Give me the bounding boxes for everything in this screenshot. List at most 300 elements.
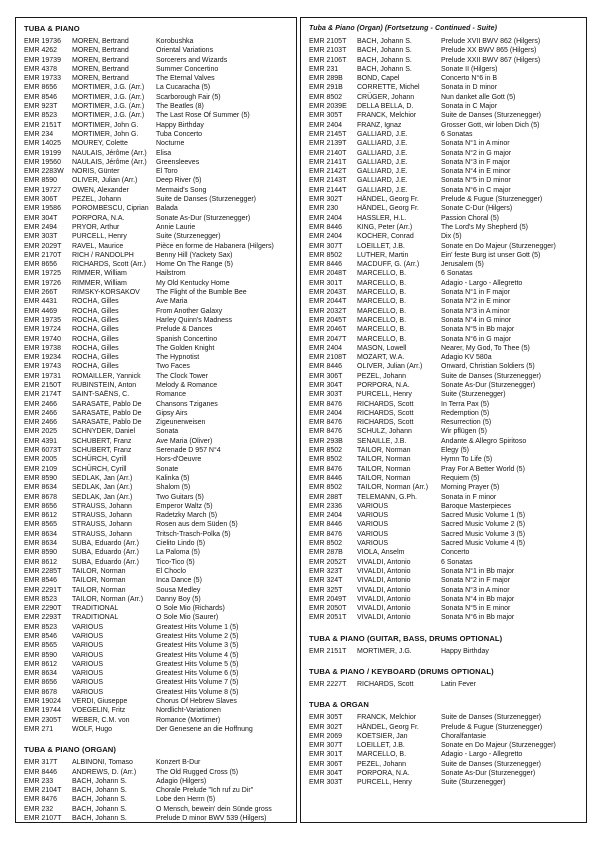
composer-name: SCHUBERT, Franz — [72, 437, 132, 445]
piece-title: Sonata N°1 in F major — [441, 289, 510, 297]
composer-name: LUTHER, Martin — [357, 251, 409, 259]
catalog-number: EMR 287B — [309, 549, 343, 557]
piece-title: Sonate — [156, 465, 179, 473]
catalog-number: EMR 266T — [24, 289, 58, 297]
catalog-row — [309, 139, 582, 148]
composer-name: VIVALDI, Antonio — [357, 586, 411, 594]
catalog-number: EMR 2466 — [24, 400, 58, 408]
composer-name: ROCHA, Gilles — [72, 326, 119, 334]
catalog-row — [24, 353, 292, 362]
catalog-row — [309, 539, 582, 548]
composer-name: STRAUSS, Johann — [72, 502, 132, 510]
catalog-row — [309, 548, 582, 557]
piece-title: Sonata N°4 in Bb major — [441, 595, 515, 603]
catalog-number: EMR 2043T — [309, 289, 347, 297]
catalog-row — [24, 372, 292, 381]
piece-title: Sacred Music Volume 2 (5) — [441, 521, 526, 529]
catalog-number: EMR 8565 — [24, 642, 58, 650]
catalog-number: EMR 19560 — [24, 158, 61, 166]
composer-name: BACH, Johann S. — [357, 47, 412, 55]
catalog-row — [309, 149, 582, 158]
catalog-row — [309, 446, 582, 455]
catalog-row — [309, 511, 582, 520]
composer-name: RIMMER, William — [72, 270, 127, 278]
catalog-row — [309, 530, 582, 539]
composer-name: VIVALDI, Antonio — [357, 614, 411, 622]
catalog-row — [309, 455, 582, 464]
composer-name: PORPORA, N.A. — [72, 214, 125, 222]
catalog-row — [24, 37, 292, 46]
composer-name: SEDLAK, Jan (Arr.) — [72, 474, 133, 482]
composer-name: MOUREY, Colette — [72, 140, 128, 148]
catalog-row — [24, 669, 292, 678]
catalog-number: EMR 2291T — [24, 586, 62, 594]
composer-name: MACDUFF, G. (Arr.) — [357, 261, 420, 269]
catalog-row — [24, 279, 292, 288]
composer-name: WOLF, Hugo — [72, 725, 113, 733]
catalog-row — [309, 778, 582, 787]
piece-title: Prelude & Dances — [156, 326, 213, 334]
piece-title: Greensleeves — [156, 158, 200, 166]
catalog-row — [309, 437, 582, 446]
piece-title: Gipsy Airs — [156, 409, 188, 417]
piece-title: Sousa Medley — [156, 586, 201, 594]
catalog-row — [24, 716, 292, 725]
piece-title: Sonata N°5 in D minor — [441, 177, 511, 185]
composer-name: NAULAIS, Jérôme (Arr.) — [72, 158, 147, 166]
catalog-number: EMR 2052T — [309, 558, 347, 566]
piece-title: Sonate en Do Majeur (Sturzenegger) — [441, 242, 556, 250]
piece-title: El Choclo — [156, 567, 186, 575]
catalog-row — [24, 325, 292, 334]
catalog-row — [24, 786, 292, 795]
piece-title: Happy Birthday — [156, 121, 204, 129]
catalog-number: EMR 233 — [24, 777, 54, 785]
catalog-row — [24, 242, 292, 251]
composer-name: RUBINSTEIN, Anton — [72, 381, 137, 389]
composer-name: MORTIMER, John G. — [72, 130, 139, 138]
composer-name: TAILOR, Norman — [72, 577, 126, 585]
composer-name: VARIOUS — [72, 642, 103, 650]
catalog-number: EMR 2404 — [309, 409, 343, 417]
catalog-number: EMR 8656 — [24, 679, 58, 687]
piece-title: Greatest Hits Volume 4 (5) — [156, 651, 239, 659]
catalog-row — [24, 214, 292, 223]
piece-title: Concerto — [441, 549, 470, 557]
catalog-row — [309, 418, 582, 427]
catalog-number: EMR 8634 — [24, 530, 58, 538]
composer-name: CORRETTE, Michel — [357, 84, 420, 92]
piece-title: Sorcerers and Wizards — [156, 56, 228, 64]
piece-title: Greatest Hits Volume 6 (5) — [156, 670, 239, 678]
composer-name: SCHÜRCH, Cyrill — [72, 456, 127, 464]
piece-title: Sonate C-Dur (Hilgers) — [441, 205, 513, 213]
catalog-number: EMR 8590 — [24, 177, 58, 185]
composer-name: BACH, Johann S. — [357, 65, 412, 73]
catalog-number: EMR 2048T — [309, 270, 347, 278]
composer-name: MARCELLO, B. — [357, 289, 407, 297]
composer-name: HASSLER, H.L. — [357, 214, 407, 222]
composer-name: BACH, Johann S. — [72, 777, 127, 785]
piece-title: My Old Kentucky Home — [156, 279, 230, 287]
catalog-number: EMR 19725 — [24, 270, 61, 278]
piece-title: Sonata N°5 in Bb major — [441, 326, 515, 334]
piece-title: Inca Dance (5) — [156, 577, 202, 585]
catalog-number: EMR 2145T — [309, 130, 347, 138]
piece-title: Adagio KV 580a — [441, 354, 492, 362]
catalog-number: EMR 2045T — [309, 316, 347, 324]
composer-name: GALLIARD, J.E. — [357, 158, 408, 166]
composer-name: TAILOR, Norman (Arr.) — [357, 484, 429, 492]
catalog-row — [24, 446, 292, 455]
catalog-row — [24, 418, 292, 427]
composer-name: SARASATE, Pablo De — [72, 400, 142, 408]
composer-name: ROCHA, Gilles — [72, 316, 119, 324]
catalog-row — [309, 493, 582, 502]
piece-title: Sonata in C Major — [441, 103, 498, 111]
catalog-number: EMR 4378 — [24, 65, 58, 73]
catalog-row — [309, 502, 582, 511]
piece-title: Happy Birthday — [441, 647, 489, 655]
catalog-row — [309, 223, 582, 232]
catalog-row — [24, 335, 292, 344]
composer-name: SAINT-SAËNS, C. — [72, 391, 130, 399]
catalog-number: EMR 8590 — [24, 474, 58, 482]
catalog-number: EMR 8446 — [309, 261, 343, 269]
catalog-number: EMR 303T — [24, 233, 58, 241]
catalog-number: EMR 8656 — [24, 502, 58, 510]
composer-name: VARIOUS — [72, 633, 103, 640]
piece-title: Sacred Music Volume 4 (5) — [441, 540, 526, 548]
piece-title: Tico-Tico (5) — [156, 558, 195, 566]
composer-name: TAILOR, Norman — [72, 567, 126, 575]
piece-title: Two Guitars (5) — [156, 493, 204, 501]
catalog-row — [309, 214, 582, 223]
catalog-row — [309, 381, 582, 390]
catalog-number: EMR 2032T — [309, 307, 347, 315]
catalog-number: EMR 8502 — [309, 484, 343, 492]
composer-name: VIVALDI, Antonio — [357, 558, 411, 566]
catalog-row — [24, 814, 292, 823]
catalog-row — [24, 111, 292, 120]
composer-name: SARASATE, Pablo De — [72, 409, 142, 417]
catalog-row — [309, 427, 582, 436]
composer-name: MORTIMER, John G. — [72, 121, 139, 129]
piece-title: Andante & Allegro Spiritoso — [441, 437, 527, 445]
catalog-number: EMR 306T — [309, 760, 343, 768]
composer-name: RICHARDS, Scott — [357, 419, 414, 427]
piece-title: Sonata N°6 in G major — [441, 335, 512, 343]
composer-name: TAILOR, Norman — [357, 465, 411, 473]
piece-title: Redemption (5) — [441, 409, 490, 417]
catalog-row — [309, 713, 582, 722]
catalog-number: EMR 2404 — [309, 344, 343, 352]
catalog-number: EMR 293B — [309, 437, 343, 445]
composer-name: SENAILLE, J.B. — [357, 437, 407, 445]
composer-name: VARIOUS — [72, 670, 103, 678]
catalog-row — [309, 232, 582, 241]
catalog-row — [309, 56, 582, 65]
piece-title: Prelude XX BWV 865 (Hilgers) — [441, 47, 537, 55]
piece-title: Sonata N°5 in E minor — [441, 605, 511, 613]
composer-name: FRANCK, Melchior — [357, 112, 417, 120]
catalog-number: EMR 923T — [24, 103, 58, 111]
composer-name: BACH, Johann S. — [357, 38, 412, 45]
catalog-number: EMR 232 — [24, 805, 54, 813]
composer-name: MASON, Lowell — [357, 344, 407, 352]
piece-title: Rosen aus dem Süden (5) — [156, 521, 238, 529]
composer-name: TAILOR, Norman — [72, 586, 126, 594]
catalog-row — [24, 520, 292, 529]
composer-name: GALLIARD, J.E. — [357, 140, 408, 148]
piece-title: Shalom (5) — [156, 484, 191, 492]
composer-name: MARCELLO, B. — [357, 307, 407, 315]
composer-name: MORTIMER, J.G. — [357, 647, 412, 655]
composer-name: RIMMER, William — [72, 279, 127, 287]
catalog-number: EMR 2144T — [309, 186, 347, 194]
piece-title: Greatest Hits Volume 8 (5) — [156, 688, 239, 696]
composer-name: CRÜGER, Johann — [357, 93, 415, 101]
catalog-row — [309, 186, 582, 195]
catalog-number: EMR 2290T — [24, 605, 62, 613]
catalog-row — [24, 167, 292, 176]
catalog-row — [24, 595, 292, 604]
catalog-number: EMR 231 — [309, 65, 339, 73]
piece-title: Elegy (5) — [441, 447, 470, 455]
piece-title: Suite de Danses (Sturzenegger) — [441, 760, 541, 768]
piece-title: The Last Rose Of Summer (5) — [156, 112, 250, 120]
catalog-number: EMR 2404 — [309, 233, 343, 241]
composer-name: ROCHA, Gilles — [72, 298, 119, 306]
composer-name: VARIOUS — [72, 688, 103, 696]
composer-name: BACH, Johann S. — [72, 815, 127, 823]
composer-name: VIVALDI, Antonio — [357, 567, 411, 575]
piece-title: The Beatles (8) — [156, 103, 204, 111]
catalog-row — [24, 455, 292, 464]
catalog-number: EMR 19736 — [24, 38, 61, 45]
catalog-row — [24, 777, 292, 786]
catalog-number: EMR 2108T — [309, 354, 347, 362]
piece-title: Greatest Hits Volume 1 (5) — [156, 623, 239, 631]
catalog-number: EMR 2404 — [309, 512, 343, 520]
catalog-row — [24, 660, 292, 669]
catalog-row — [309, 297, 582, 306]
piece-title: O Sole Mio (Richards) — [156, 605, 225, 613]
piece-title: Greatest Hits Volume 2 (5) — [156, 633, 239, 640]
piece-title: Serenade D 957 N°4 — [156, 447, 221, 455]
piece-title: Sonate As-Dur (Sturzenegger) — [441, 381, 536, 389]
catalog-number: EMR 306T — [309, 372, 343, 380]
piece-title: Wir pflügen (5) — [441, 428, 487, 436]
composer-name: ROCHA, Gilles — [72, 363, 119, 371]
composer-name: SUBA, Eduardo (Arr.) — [72, 549, 139, 557]
composer-name: TELEMANN, G.Ph. — [357, 493, 417, 501]
piece-title: Annie Laurie — [156, 223, 196, 231]
composer-name: MOREN, Bertrand — [72, 56, 129, 64]
catalog-row — [24, 409, 292, 418]
catalog-number: EMR 305T — [309, 112, 343, 120]
catalog-row — [24, 121, 292, 130]
catalog-row — [24, 204, 292, 213]
catalog-number: EMR 19740 — [24, 335, 61, 343]
catalog-row — [309, 176, 582, 185]
piece-title: From Another Galaxy — [156, 307, 223, 315]
composer-name: MARCELLO, B. — [357, 298, 407, 306]
piece-title: El Toro — [156, 168, 178, 176]
catalog-row — [24, 651, 292, 660]
composer-name: LOEILLET, J.B. — [357, 742, 405, 750]
composer-name: VOEGELIN, Fritz — [72, 707, 126, 715]
catalog-row — [309, 269, 582, 278]
catalog-number: EMR 2150T — [24, 381, 62, 389]
catalog-number: EMR 8590 — [24, 651, 58, 659]
catalog-number: EMR 2336 — [309, 502, 343, 510]
composer-name: ROCHA, Gilles — [72, 344, 119, 352]
catalog-number: EMR 2139T — [309, 140, 347, 148]
piece-title: Ein' feste Burg ist unser Gott (5) — [441, 251, 541, 259]
catalog-row — [24, 465, 292, 474]
catalog-row — [24, 474, 292, 483]
catalog-row — [24, 795, 292, 804]
catalog-number: EMR 4391 — [24, 437, 58, 445]
piece-title: Romance (Mortimer) — [156, 716, 221, 724]
composer-name: VIVALDI, Antonio — [357, 595, 411, 603]
piece-title: Passion Choral (5) — [441, 214, 499, 222]
composer-name: SEDLAK, Jan (Arr.) — [72, 484, 133, 492]
piece-title: Nun danket alle Gott (5) — [441, 93, 516, 101]
composer-name: NAULAIS, Jérôme (Arr.) — [72, 149, 147, 157]
catalog-row — [24, 641, 292, 650]
catalog-number: EMR 8502 — [309, 93, 343, 101]
piece-title: Sonata N°4 in E minor — [441, 168, 511, 176]
composer-name: VIVALDI, Antonio — [357, 605, 411, 613]
piece-title: La Cucaracha (5) — [156, 84, 211, 92]
catalog-number: EMR 2293T — [24, 614, 62, 622]
catalog-number: EMR 2151T — [24, 121, 62, 129]
composer-name: PEZEL, Johann — [357, 372, 407, 380]
composer-name: MORTIMER, J.G. (Arr.) — [72, 84, 145, 92]
catalog-number: EMR 4469 — [24, 307, 58, 315]
catalog-number: EMR 288T — [309, 493, 343, 501]
catalog-number: EMR 8446 — [24, 768, 58, 776]
catalog-number: EMR 2283W — [24, 168, 64, 176]
piece-title: Nearer, My God, To Thee (5) — [441, 344, 530, 352]
catalog-number: EMR 323T — [309, 567, 343, 575]
piece-title: Pray For A Better World (5) — [441, 465, 525, 473]
piece-title: Sacred Music Volume 3 (5) — [441, 530, 526, 538]
catalog-row — [24, 623, 292, 632]
section-title: TUBA & ORGAN — [309, 700, 369, 710]
piece-title: Sonata in F minor — [441, 493, 497, 501]
catalog-row — [309, 93, 582, 102]
catalog-row — [309, 83, 582, 92]
catalog-number: EMR 8612 — [24, 512, 58, 520]
catalog-row — [24, 688, 292, 697]
piece-title: Elisa — [156, 149, 172, 157]
composer-name: ROMAILLER, Yannick — [72, 372, 141, 380]
catalog-row — [24, 74, 292, 83]
catalog-number: EMR 19727 — [24, 186, 61, 194]
composer-name: VARIOUS — [357, 512, 388, 520]
catalog-number: EMR 303T — [309, 391, 343, 399]
catalog-row — [309, 167, 582, 176]
catalog-number: EMR 19586 — [24, 205, 61, 213]
catalog-number: EMR 19726 — [24, 279, 61, 287]
piece-title: Concerto N°6 in B — [441, 75, 498, 83]
catalog-row — [24, 678, 292, 687]
catalog-row — [309, 760, 582, 769]
catalog-row — [24, 56, 292, 65]
piece-title: Latin Fever — [441, 681, 477, 688]
catalog-number: EMR 271 — [24, 725, 54, 733]
piece-title: Sonata — [156, 428, 179, 436]
composer-name: OLIVER, Julian (Arr.) — [72, 177, 138, 185]
catalog-number: EMR 19024 — [24, 698, 61, 706]
catalog-row — [24, 260, 292, 269]
catalog-number: EMR 2105T — [309, 38, 347, 45]
catalog-number: EMR 317T — [24, 759, 58, 767]
composer-name: MOZART, W.A. — [357, 354, 405, 362]
composer-name: NORIS, Günter — [72, 168, 120, 176]
catalog-section — [24, 744, 292, 823]
catalog-number: EMR 8502 — [309, 251, 343, 259]
piece-title: In Terra Pax (5) — [441, 400, 490, 408]
composer-name: HÄNDEL, Georg Fr. — [357, 205, 419, 213]
catalog-row — [24, 232, 292, 241]
piece-title: Deep River (5) — [156, 177, 202, 185]
composer-name: PURCELL, Henry — [357, 779, 412, 787]
piece-title: Greatest Hits Volume 3 (5) — [156, 642, 239, 650]
catalog-row — [309, 260, 582, 269]
piece-title: Cielito Lindo (5) — [156, 540, 206, 548]
catalog-row — [24, 316, 292, 325]
piece-title: Tritsch-Trasch-Polka (5) — [156, 530, 231, 538]
catalog-section — [309, 666, 582, 689]
piece-title: Suite (Sturzenegger) — [441, 779, 506, 787]
piece-title: Danny Boy (5) — [156, 595, 201, 603]
piece-title: Hors-d'Oeuvre — [156, 456, 202, 464]
catalog-number: EMR 19724 — [24, 326, 61, 334]
catalog-number: EMR 305T — [309, 714, 343, 722]
composer-name: MARCELLO, B. — [357, 279, 407, 287]
catalog-row — [309, 613, 582, 622]
piece-title: Suite (Sturzenegger) — [156, 233, 221, 241]
composer-name: OWEN, Alexander — [72, 186, 129, 194]
piece-title: Benny Hill (Yackety Sax) — [156, 251, 233, 259]
composer-name: BACH, Johann S. — [72, 796, 127, 804]
composer-name: TAILOR, Norman — [357, 456, 411, 464]
catalog-number: EMR 302T — [309, 196, 343, 204]
catalog-row — [24, 102, 292, 111]
catalog-number: EMR 8523 — [24, 623, 58, 631]
piece-title: The Eternal Valves — [156, 75, 215, 83]
section-title: TUBA & PIANO (ORGAN) — [24, 745, 116, 755]
catalog-number: EMR 6073T — [24, 447, 62, 455]
catalog-row — [24, 567, 292, 576]
catalog-row — [309, 741, 582, 750]
catalog-row — [24, 93, 292, 102]
catalog-number: EMR 2305T — [24, 716, 62, 724]
piece-title: Konzert B-Dur — [156, 759, 201, 767]
composer-name: MARCELLO, B. — [357, 316, 407, 324]
catalog-row — [24, 186, 292, 195]
catalog-row — [24, 297, 292, 306]
catalog-section — [309, 699, 582, 787]
catalog-number: EMR 303T — [309, 779, 343, 787]
piece-title: 6 Sonatas — [441, 558, 473, 566]
piece-title: Sonata N°3 in A minor — [441, 586, 510, 594]
composer-name: MOREN, Bertrand — [72, 47, 129, 55]
